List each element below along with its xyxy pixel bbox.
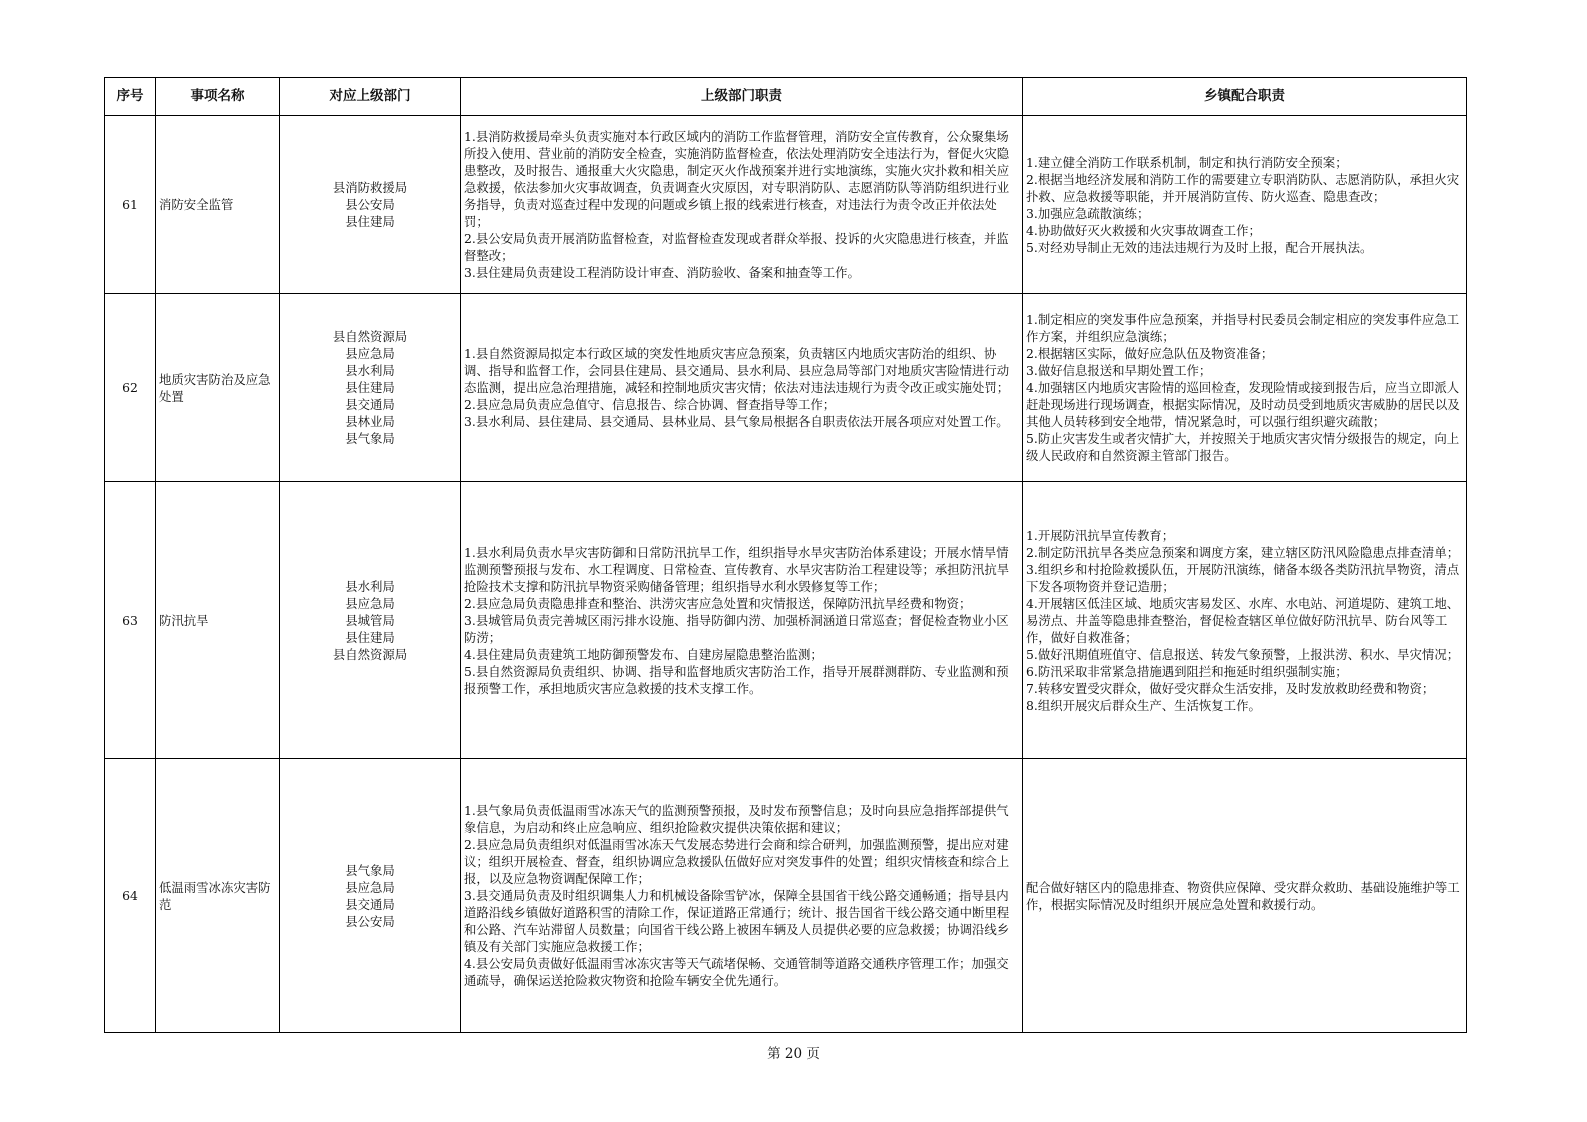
dept-item: 县消防救援局 <box>332 180 408 195</box>
dept-item: 县水利局 <box>345 578 395 594</box>
town-duty-item: 3.做好信息报送和早期处置工作； <box>1026 363 1212 378</box>
row-number: 64 <box>105 759 156 1033</box>
item-name: 防汛抗旱 <box>156 482 280 759</box>
upper-duty-item: 1.县自然资源局拟定本行政区域的突发性地质灾害应急预案，负责辖区内地质灾害防治的组织、协调、指导和监督工作，会同县住建局、县交通局、县水利局、县应急局等部门对地质灾害险情进行动态监测，提出应急治理措施，减轻和控制地质灾害灾情；依法对违法违规行为责令改正或实施处罚； <box>464 346 1010 395</box>
dept-item: 县住建局 <box>345 214 395 229</box>
row-number: 61 <box>105 116 156 294</box>
town-duty-item: 1.制定相应的突发事件应急预案，并指导村民委员会制定相应的突发事件应急工作方案，并组织应急演练； <box>1026 312 1460 344</box>
town-duty-item: 2.根据当地经济发展和消防工作的需要建立专职消防队、志愿消防队，承担火灾扑救、应急救援等职能，并开展消防宣传、防火巡查、隐患查改； <box>1026 171 1460 204</box>
dept-item: 县气象局 <box>345 862 395 878</box>
table-row <box>105 294 1467 482</box>
town-duty <box>1023 759 1467 1033</box>
town-duty <box>1023 482 1467 759</box>
header-no: 序号 <box>105 78 156 116</box>
town-duty-item: 7.转移安置受灾群众，做好受灾群众生活安排，及时发放救助经费和物资； <box>1026 680 1435 696</box>
item-name: 低温雨雪冰冻灾害防范 <box>156 759 280 1033</box>
dept-item: 县住建局 <box>345 629 395 645</box>
town-duty-item: 5.对经劝导制止无效的违法违规行为及时上报，配合开展执法。 <box>1026 239 1373 255</box>
duty-table <box>104 77 1467 1033</box>
upper-duty-item: 1.县气象局负责低温雨雪冰冻天气的监测预警预报，及时发布预警信息；及时向县应急指挥部提供气象信息，为启动和终止应急响应、组织抢险救灾提供决策依据和建议； <box>464 803 1009 835</box>
upper-duty-item: 4.县住建局负责建筑工地防御预警发布、自建房屋隐患整治监测； <box>464 646 823 662</box>
dept-item: 县林业局 <box>345 414 395 429</box>
page-number: 第 20 页 <box>767 1046 820 1062</box>
upper-duty-item: 5.县自然资源局负责组织、协调、指导和监督地质灾害防治工作，指导开展群测群防、专业监测和预报预警工作，承担地质灾害应急救援的技术支撑工作。 <box>464 663 1009 696</box>
dept-item: 县气象局 <box>345 431 395 446</box>
dept-item: 县自然资源局 <box>332 646 408 662</box>
header-upper-duty: 上级部门职责 <box>461 78 1023 116</box>
row-number: 63 <box>105 482 156 759</box>
upper-duty-item: 1.县消防救援局牵头负责实施对本行政区域内的消防工作监督管理，消防安全宣传教育，公众聚集场所投入使用、营业前的消防安全检查，实施消防监督检查，依法处理消防安全违法行为，督促火灾隐患整改，及时报告、通报重大火灾隐患，制定灭火作战预案并进行实地演练，实施火灾扑救和相关应急救援，依法参加火灾事故调查，负责调查火灾原因，对专职消防队、志愿消防队等消防组织进行业务指导，负责对巡查过程中发现的问题或乡镇上报的线索进行核查，对违法行为责令改正并依法处罚； <box>464 129 1010 229</box>
dept-item: 县公安局 <box>345 913 395 929</box>
upper-duty-item: 3.县城管局负责完善城区雨污排水设施、指导防御内涝、加强桥洞涵道日常巡查；督促检查物业小区防涝； <box>464 612 1009 645</box>
town-duty-item: 配合做好辖区内的隐患排查、物资供应保障、受灾群众救助、基础设施维护等工作，根据实际情况及时组织开展应急处置和救援行动。 <box>1026 879 1460 912</box>
table-row <box>105 116 1467 294</box>
dept-list <box>280 116 461 294</box>
upper-duty-item: 1.县水利局负责水旱灾害防御和日常防汛抗旱工作，组织指导水旱灾害防治体系建设；开展水情旱情监测预警预报与发布、水工程调度、日常检查、宣传教育、水旱灾害防治工程建设等；承担防汛抗旱抢险技术支撑和防汛抗旱物资采购储备管理；组织指导水利水毁修复等工作； <box>464 544 1010 594</box>
town-duty-item: 8.组织开展灾后群众生产、生活恢复工作。 <box>1026 697 1261 713</box>
dept-item: 县住建局 <box>345 380 395 395</box>
dept-item: 县水利局 <box>345 363 395 378</box>
dept-item: 县公安局 <box>345 197 395 212</box>
town-duty <box>1023 294 1467 482</box>
town-duty-item: 2.制定防汛抗旱各类应急预案和调度方案，建立辖区防汛风险隐患点排查清单； <box>1026 544 1460 560</box>
upper-duty-item: 2.县应急局负责应急值守、信息报告、综合协调、督查指导等工作； <box>464 397 836 412</box>
upper-duty-item: 2.县公安局负责开展消防监督检查，对监督检查发现或者群众举报、投诉的火灾隐患进行核查，并监督整改； <box>464 231 1009 263</box>
table-header-row <box>105 78 1467 116</box>
upper-duty <box>461 759 1023 1033</box>
dept-item: 县自然资源局 <box>332 329 408 344</box>
town-duty-item: 2.根据辖区实际，做好应急队伍及物资准备； <box>1026 346 1274 361</box>
dept-list <box>280 759 461 1033</box>
dept-item: 县交通局 <box>345 896 395 912</box>
dept-item: 县应急局 <box>345 595 395 611</box>
town-duty-item: 3.组织乡和村抢险救援队伍，开展防汛演练，储备本级各类防汛抗旱物资，清点下发各项物资并登记造册； <box>1026 561 1460 594</box>
upper-duty-item: 2.县应急局负责隐患排查和整治、洪涝灾害应急处置和灾情报送，保障防汛抗旱经费和物资； <box>464 595 972 611</box>
dept-item: 县城管局 <box>345 612 395 628</box>
table-row <box>105 482 1467 759</box>
town-duty-item: 1.建立健全消防工作联系机制，制定和执行消防安全预案； <box>1026 154 1348 170</box>
dept-item: 县应急局 <box>345 879 395 895</box>
upper-duty <box>461 482 1023 759</box>
town-duty-item: 3.加强应急疏散演练； <box>1026 205 1150 221</box>
upper-duty <box>461 116 1023 294</box>
dept-item: 县交通局 <box>345 397 395 412</box>
upper-duty-item: 3.县住建局负责建设工程消防设计审查、消防验收、备案和抽查等工作。 <box>464 265 860 280</box>
town-duty-item: 6.防汛采取非常紧急措施遇到阻拦和拖延时组织强制实施； <box>1026 663 1348 679</box>
town-duty-item: 4.加强辖区内地质灾害险情的巡回检查，发现险情或接到报告后，应当立即派人赶赴现场进行现场调查，根据实际情况，及时动员受到地质灾害威胁的居民以及其他人员转移到安全地带，情况紧急时，可以强行组织避灾疏散； <box>1026 380 1460 429</box>
upper-duty-item: 2.县应急局负责组织对低温雨雪冰冻天气发展态势进行会商和综合研判，加强监测预警，提出应对建议；组织开展检查、督查，组织协调应急救援队伍做好应对突发事件的处置；组织灾情核查和综合上报，以及应急物资调配保障工作； <box>464 837 1010 886</box>
table-row <box>105 759 1467 1033</box>
header-town-duty: 乡镇配合职责 <box>1023 78 1467 116</box>
item-name: 地质灾害防治及应急处置 <box>156 294 280 482</box>
dept-item: 县应急局 <box>345 346 395 361</box>
town-duty-item: 4.协助做好灭火救援和火灾事故调查工作； <box>1026 222 1261 238</box>
item-name: 消防安全监管 <box>156 116 280 294</box>
dept-list <box>280 294 461 482</box>
upper-duty-item: 3.县水利局、县住建局、县交通局、县林业局、县气象局根据各自职责依法开展各项应对处置工作。 <box>464 414 1009 429</box>
town-duty-item: 5.防止灾害发生或者灾情扩大，并按照关于地质灾害灾情分级报告的规定，向上级人民政府和自然资源主管部门报告。 <box>1026 431 1460 463</box>
header-name: 事项名称 <box>156 78 280 116</box>
row-number: 62 <box>105 294 156 482</box>
town-duty-item: 4.开展辖区低洼区域、地质灾害易发区、水库、水电站、河道堤防、建筑工地、易涝点、井盖等隐患排查整治，督促检查辖区单位做好防汛抗旱、防台风等工作，做好自救准备； <box>1026 595 1460 645</box>
header-dept: 对应上级部门 <box>280 78 461 116</box>
town-duty-item: 5.做好汛期值班值守、信息报送、转发气象预警，上报洪涝、积水、旱灾情况； <box>1026 646 1460 662</box>
town-duty-item: 1.开展防汛抗旱宣传教育； <box>1026 527 1175 543</box>
upper-duty-item: 4.县公安局负责做好低温雨雪冰冻灾害等天气疏堵保畅、交通管制等道路交通秩序管理工作；加强交通疏导，确保运送抢险救灾物资和抢险车辆安全优先通行。 <box>464 956 1009 988</box>
dept-list <box>280 482 461 759</box>
upper-duty-item: 3.县交通局负责及时组织调集人力和机械设备除雪铲冰，保障全县国省干线公路交通畅通；指导县内道路沿线乡镇做好道路积雪的清除工作，保证道路正常通行；统计、报告国省干线公路交通中断里程和公路、汽车站滞留人员数量；向国省干线公路上被困车辆及人员提供必要的应急救援；协调沿线乡镇及有关部门实施应急救援工作； <box>464 888 1010 954</box>
upper-duty <box>461 294 1023 482</box>
town-duty <box>1023 116 1467 294</box>
